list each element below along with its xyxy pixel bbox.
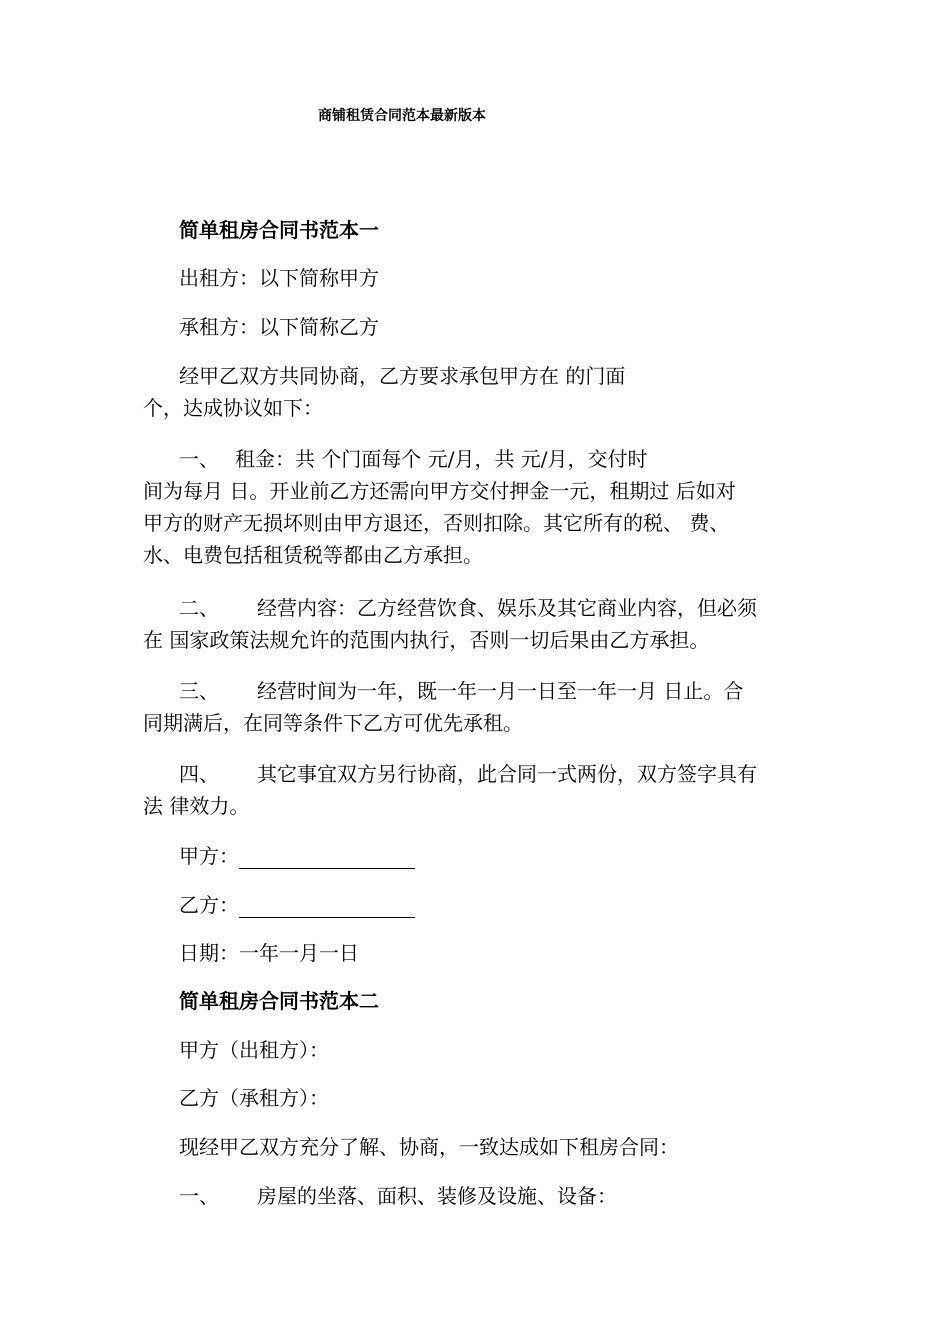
contract-2-clause-1: 一、 房屋的坐落、面积、装修及设施、设备：: [143, 1180, 819, 1212]
clause-2-business-content: 二、 经营内容：乙方经营饮食、娱乐及其它商业内容，但必须 在 国家政策法规允许的范围内执行，否则一切后果由乙方承担。: [143, 592, 819, 656]
contract-1-lessor: 出租方：以下简称甲方: [179, 266, 379, 290]
clause-number: 一、: [179, 1184, 219, 1208]
contract-1-intro: 经甲乙双方共同协商，乙方要求承包甲方在 的门面 个，达成协议如下：: [143, 364, 626, 420]
clause-number: 一、: [179, 447, 219, 471]
party-b-signature: 乙方：: [143, 889, 819, 921]
contract-1-heading: 简单租房合同书范本一: [179, 218, 379, 242]
document-title: 商铺租赁合同范本最新版本: [318, 108, 486, 124]
clause-number: 二、: [179, 596, 219, 620]
clause-4-other-matters: 四、 其它事宜双方另行协商，此合同一式两份，双方签字具有 法 律效力。: [143, 758, 819, 822]
clause-number: 四、: [179, 762, 219, 786]
clause-1-rent: 一、 租金：共 个门面每个 元/月，共 元/月，交付时 间为每月 日。开业前乙方还需向甲方交付押金一元，租期过 后如对 甲方的财产无损坏则由甲方退还，否则扣除。其它所有的税、 费、 水、电费包括租赁税等都由乙方承担。: [143, 443, 819, 571]
contract-1-lessee: 承租方：以下简称乙方: [179, 315, 379, 339]
clause-number: 三、: [179, 679, 219, 703]
contract-2-party-b: 乙方（承租方）：: [179, 1086, 329, 1110]
contract-2-intro: 现经甲乙双方充分了解、协商，一致达成如下租房合同：: [179, 1135, 679, 1159]
contract-2-party-a: 甲方（出租方）：: [179, 1038, 329, 1062]
signature-line[interactable]: [239, 895, 415, 918]
contract-2-heading: 简单租房合同书范本二: [179, 989, 379, 1013]
party-a-signature: 甲方：: [143, 840, 819, 872]
clause-3-business-period: 三、 经营时间为一年，既一年一月一日至一年一月 日止。合 同期满后，在同等条件下乙方可优先承租。: [143, 675, 819, 739]
signature-line[interactable]: [239, 846, 415, 869]
contract-1-date: 日期：一年一月一日: [179, 941, 359, 965]
